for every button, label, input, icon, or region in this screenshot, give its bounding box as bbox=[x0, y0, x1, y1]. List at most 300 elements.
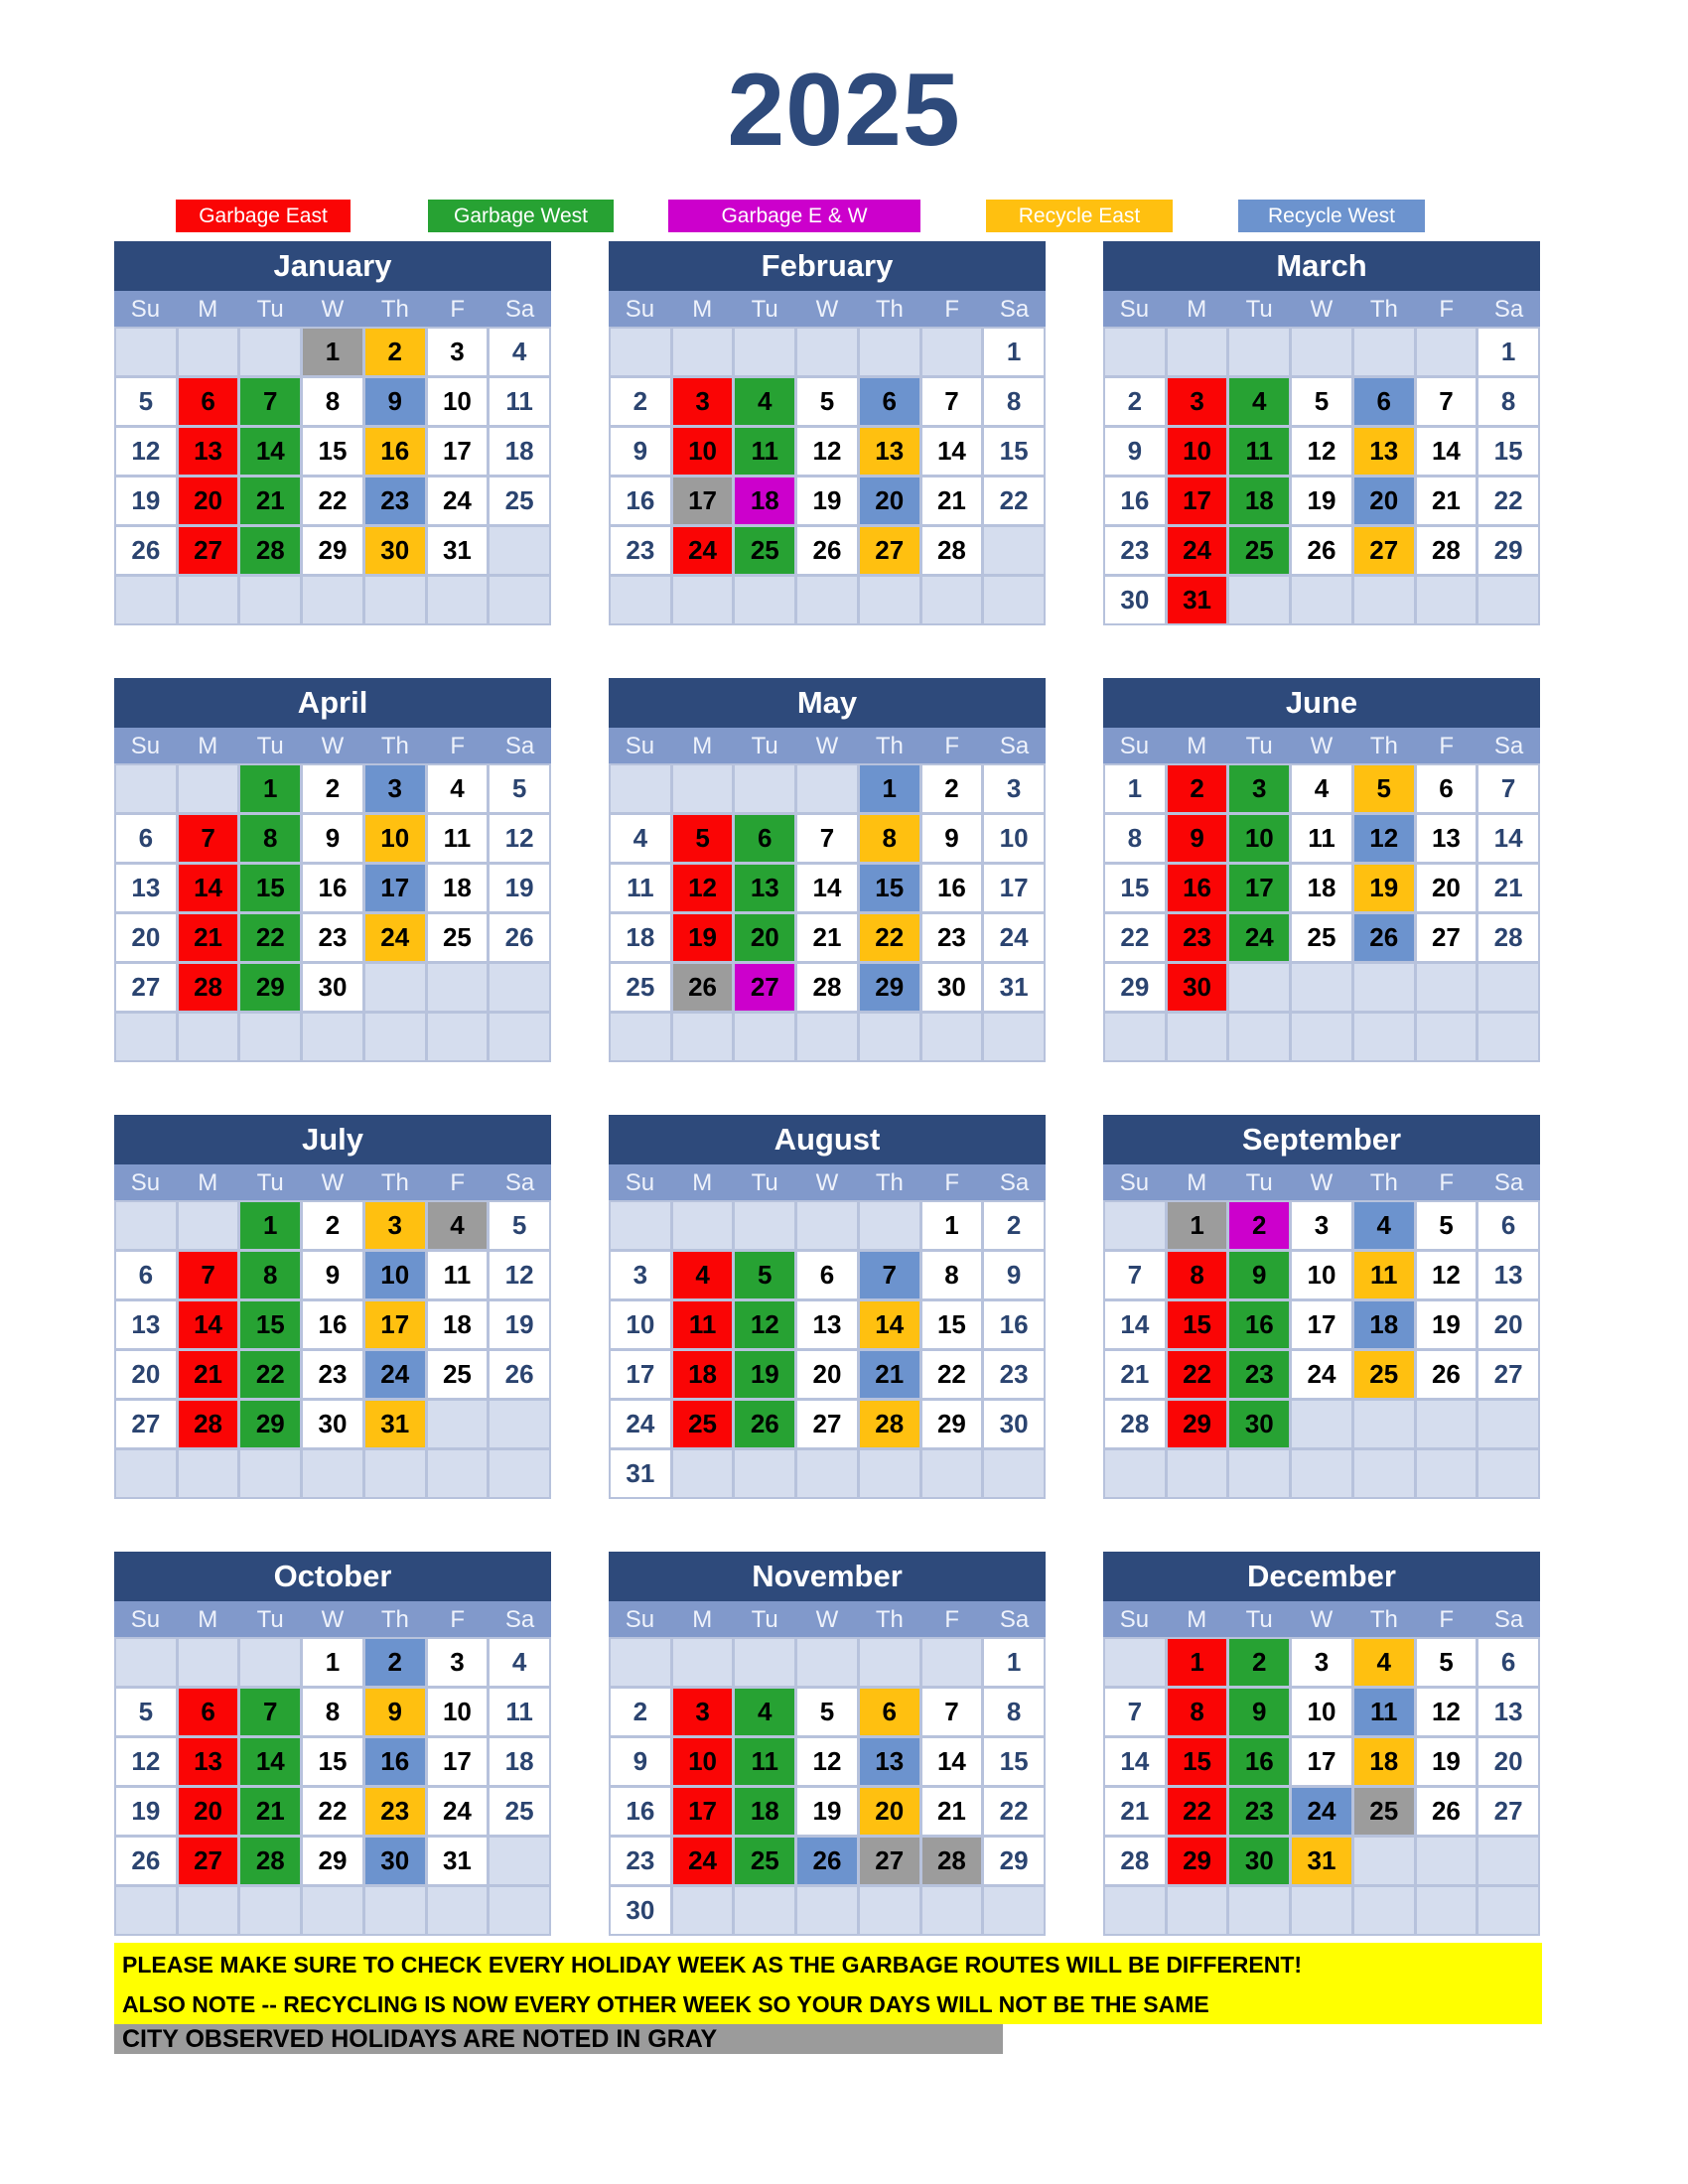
day-cell: 20 bbox=[179, 1788, 238, 1835]
day-cell: 4 bbox=[1292, 765, 1351, 812]
day-cell: 5 bbox=[1417, 1202, 1477, 1249]
day-cell: 26 bbox=[116, 1838, 176, 1884]
day-cell: 30 bbox=[303, 1401, 362, 1447]
day-cell: 24 bbox=[1292, 1788, 1351, 1835]
day-cell: 28 bbox=[179, 1401, 238, 1447]
day-cell: 14 bbox=[1105, 1301, 1165, 1348]
day-cell: 14 bbox=[240, 428, 300, 475]
day-cell-empty bbox=[303, 577, 362, 623]
day-cell: 5 bbox=[490, 1202, 549, 1249]
day-cell: 7 bbox=[1478, 765, 1538, 812]
day-cell-empty bbox=[984, 1887, 1044, 1934]
day-cell-empty bbox=[1229, 1887, 1289, 1934]
day-cell: 17 bbox=[673, 478, 733, 524]
day-cell-empty bbox=[1417, 329, 1477, 375]
day-cell: 13 bbox=[1354, 428, 1414, 475]
day-header-cell: Th bbox=[1369, 296, 1398, 323]
day-header-cell: F bbox=[1439, 733, 1455, 759]
day-cell-empty bbox=[1354, 1014, 1414, 1060]
day-cell: 19 bbox=[490, 1301, 549, 1348]
day-cell: 27 bbox=[116, 964, 176, 1011]
day-cell: 14 bbox=[860, 1301, 919, 1348]
day-cell-empty bbox=[490, 577, 549, 623]
day-cell: 23 bbox=[1105, 527, 1165, 574]
day-cell: 27 bbox=[1417, 914, 1477, 961]
day-cell: 13 bbox=[116, 1301, 176, 1348]
day-cell: 22 bbox=[860, 914, 919, 961]
day-header-cell: W bbox=[815, 733, 839, 759]
day-cell: 5 bbox=[116, 378, 176, 425]
day-cell: 22 bbox=[1168, 1788, 1227, 1835]
day-header-cell: Sa bbox=[999, 1169, 1030, 1196]
day-cell: 7 bbox=[240, 378, 300, 425]
month-august bbox=[609, 1115, 1046, 1499]
day-cell: 12 bbox=[673, 865, 733, 911]
day-cell: 29 bbox=[303, 1838, 362, 1884]
day-header-cell: Su bbox=[130, 1606, 161, 1633]
day-cell: 27 bbox=[1478, 1788, 1538, 1835]
day-cell: 19 bbox=[116, 1788, 176, 1835]
day-cell: 23 bbox=[611, 527, 670, 574]
day-header-cell: Su bbox=[1119, 733, 1150, 759]
day-cell: 11 bbox=[490, 1689, 549, 1735]
day-cell: 31 bbox=[1168, 577, 1227, 623]
day-cell: 6 bbox=[735, 815, 794, 862]
day-cell: 17 bbox=[984, 865, 1044, 911]
day-cell: 11 bbox=[735, 428, 794, 475]
day-cell: 16 bbox=[365, 428, 425, 475]
day-cell: 24 bbox=[984, 914, 1044, 961]
day-header-row bbox=[609, 728, 1046, 763]
day-cell: 29 bbox=[1105, 964, 1165, 1011]
day-cell-empty bbox=[1354, 1401, 1414, 1447]
day-cell: 7 bbox=[1105, 1689, 1165, 1735]
day-cell-empty bbox=[611, 329, 670, 375]
day-cell: 11 bbox=[1229, 428, 1289, 475]
day-cell-empty bbox=[116, 1639, 176, 1686]
day-header-cell: W bbox=[321, 296, 345, 323]
day-header-cell: Su bbox=[625, 1169, 655, 1196]
day-cell: 17 bbox=[673, 1788, 733, 1835]
day-cell-empty bbox=[673, 765, 733, 812]
day-cell-empty bbox=[1417, 577, 1477, 623]
day-cell: 10 bbox=[611, 1301, 670, 1348]
day-cell: 25 bbox=[611, 964, 670, 1011]
day-header-cell: Th bbox=[380, 733, 409, 759]
page-title: 2025 bbox=[727, 53, 961, 168]
day-cell-empty bbox=[116, 1014, 176, 1060]
day-cell: 20 bbox=[1417, 865, 1477, 911]
day-header-cell: Tu bbox=[256, 1169, 284, 1196]
day-cell: 24 bbox=[1229, 914, 1289, 961]
day-cell: 26 bbox=[673, 964, 733, 1011]
day-cell: 16 bbox=[611, 1788, 670, 1835]
month-grid bbox=[1103, 1200, 1540, 1499]
day-header-cell: Tu bbox=[751, 296, 778, 323]
day-cell: 19 bbox=[1417, 1738, 1477, 1785]
legend-item-recycle-west: Recycle West bbox=[1238, 200, 1425, 232]
day-cell: 14 bbox=[179, 1301, 238, 1348]
day-cell: 7 bbox=[922, 378, 982, 425]
day-header-row bbox=[114, 1601, 551, 1637]
day-cell: 6 bbox=[860, 1689, 919, 1735]
day-cell-empty bbox=[1292, 329, 1351, 375]
day-cell-empty bbox=[490, 1450, 549, 1497]
day-cell: 13 bbox=[797, 1301, 857, 1348]
day-cell: 8 bbox=[984, 378, 1044, 425]
day-cell-empty bbox=[1417, 1450, 1477, 1497]
day-cell: 15 bbox=[984, 1738, 1044, 1785]
day-cell: 27 bbox=[860, 527, 919, 574]
day-cell: 4 bbox=[611, 815, 670, 862]
day-header-cell: F bbox=[450, 733, 466, 759]
day-cell: 17 bbox=[1292, 1738, 1351, 1785]
day-cell: 23 bbox=[1168, 914, 1227, 961]
day-cell-empty bbox=[984, 1450, 1044, 1497]
day-cell-empty bbox=[1292, 1014, 1351, 1060]
day-header-cell: M bbox=[198, 733, 218, 759]
day-cell-empty bbox=[116, 1887, 176, 1934]
day-header-cell: W bbox=[815, 1169, 839, 1196]
day-cell: 8 bbox=[1105, 815, 1165, 862]
day-header-cell: W bbox=[1310, 296, 1334, 323]
day-cell: 30 bbox=[1229, 1838, 1289, 1884]
month-october bbox=[114, 1552, 551, 1936]
day-cell: 5 bbox=[735, 1252, 794, 1298]
month-grid bbox=[114, 1637, 551, 1936]
day-cell: 14 bbox=[922, 428, 982, 475]
day-cell-empty bbox=[735, 1639, 794, 1686]
day-cell: 1 bbox=[1168, 1639, 1227, 1686]
day-cell-empty bbox=[1354, 1450, 1414, 1497]
day-cell: 21 bbox=[797, 914, 857, 961]
day-cell-empty bbox=[179, 577, 238, 623]
day-header-cell: F bbox=[450, 296, 466, 323]
day-cell: 9 bbox=[1168, 815, 1227, 862]
month-title: October bbox=[114, 1552, 551, 1601]
day-cell-empty bbox=[673, 1639, 733, 1686]
day-header-cell: W bbox=[1310, 1606, 1334, 1633]
day-cell: 17 bbox=[1168, 478, 1227, 524]
day-cell-empty bbox=[797, 765, 857, 812]
day-cell: 23 bbox=[303, 1351, 362, 1398]
day-cell: 29 bbox=[240, 1401, 300, 1447]
day-cell: 1 bbox=[922, 1202, 982, 1249]
day-cell: 11 bbox=[735, 1738, 794, 1785]
day-cell-empty bbox=[490, 1838, 549, 1884]
day-cell: 2 bbox=[365, 329, 425, 375]
day-header-cell: Sa bbox=[1493, 733, 1524, 759]
day-header-cell: Su bbox=[130, 733, 161, 759]
day-cell-empty bbox=[490, 1401, 549, 1447]
day-cell-empty bbox=[1168, 1887, 1227, 1934]
day-cell: 26 bbox=[797, 527, 857, 574]
day-cell: 6 bbox=[116, 815, 176, 862]
day-header-cell: Su bbox=[130, 1169, 161, 1196]
day-cell: 19 bbox=[1354, 865, 1414, 911]
day-cell: 4 bbox=[673, 1252, 733, 1298]
day-cell-empty bbox=[490, 527, 549, 574]
day-cell: 8 bbox=[1168, 1689, 1227, 1735]
day-cell: 22 bbox=[240, 914, 300, 961]
day-cell: 25 bbox=[490, 1788, 549, 1835]
day-cell: 11 bbox=[611, 865, 670, 911]
day-cell: 24 bbox=[428, 1788, 488, 1835]
day-header-cell: Tu bbox=[751, 733, 778, 759]
day-header-row bbox=[1103, 291, 1540, 327]
day-cell: 8 bbox=[922, 1252, 982, 1298]
day-cell: 18 bbox=[611, 914, 670, 961]
day-cell: 26 bbox=[797, 1838, 857, 1884]
day-header-cell: M bbox=[198, 1169, 218, 1196]
day-header-cell: Tu bbox=[256, 296, 284, 323]
month-title: September bbox=[1103, 1115, 1540, 1164]
day-cell: 5 bbox=[797, 1689, 857, 1735]
day-cell: 3 bbox=[1229, 765, 1289, 812]
day-cell: 27 bbox=[1354, 527, 1414, 574]
day-cell: 20 bbox=[735, 914, 794, 961]
day-cell: 7 bbox=[860, 1252, 919, 1298]
day-cell-empty bbox=[673, 577, 733, 623]
day-cell: 30 bbox=[365, 1838, 425, 1884]
day-cell: 29 bbox=[240, 964, 300, 1011]
day-cell: 3 bbox=[673, 378, 733, 425]
month-title: April bbox=[114, 678, 551, 728]
day-cell: 20 bbox=[797, 1351, 857, 1398]
day-cell-empty bbox=[797, 1202, 857, 1249]
day-cell: 13 bbox=[1478, 1689, 1538, 1735]
day-cell: 4 bbox=[1229, 378, 1289, 425]
day-cell-empty bbox=[1478, 1887, 1538, 1934]
day-header-cell: Th bbox=[380, 296, 409, 323]
legend-item-recycle-east: Recycle East bbox=[986, 200, 1173, 232]
day-header-row bbox=[609, 1164, 1046, 1200]
day-cell: 29 bbox=[1168, 1401, 1227, 1447]
day-cell: 7 bbox=[179, 815, 238, 862]
day-cell: 9 bbox=[1105, 428, 1165, 475]
day-header-cell: Th bbox=[1369, 1169, 1398, 1196]
day-cell: 1 bbox=[860, 765, 919, 812]
day-cell-empty bbox=[303, 1450, 362, 1497]
day-cell: 31 bbox=[365, 1401, 425, 1447]
day-cell: 18 bbox=[735, 1788, 794, 1835]
day-header-cell: Sa bbox=[504, 733, 535, 759]
day-cell: 9 bbox=[365, 378, 425, 425]
day-header-row bbox=[114, 728, 551, 763]
day-cell: 24 bbox=[1292, 1351, 1351, 1398]
day-cell: 15 bbox=[1168, 1301, 1227, 1348]
day-cell: 28 bbox=[179, 964, 238, 1011]
month-title: March bbox=[1103, 241, 1540, 291]
day-cell: 4 bbox=[1354, 1639, 1414, 1686]
day-cell: 21 bbox=[240, 478, 300, 524]
day-cell-empty bbox=[240, 1639, 300, 1686]
day-cell: 11 bbox=[428, 815, 488, 862]
day-cell: 18 bbox=[428, 865, 488, 911]
day-cell-empty bbox=[1478, 1014, 1538, 1060]
month-title: January bbox=[114, 241, 551, 291]
day-cell-empty bbox=[984, 577, 1044, 623]
day-header-cell: M bbox=[1187, 296, 1207, 323]
day-cell: 4 bbox=[490, 329, 549, 375]
month-march bbox=[1103, 241, 1540, 625]
month-grid bbox=[609, 327, 1046, 625]
day-cell: 9 bbox=[984, 1252, 1044, 1298]
day-cell-empty bbox=[1229, 1014, 1289, 1060]
day-header-cell: Sa bbox=[1493, 1169, 1524, 1196]
day-cell-empty bbox=[1105, 1639, 1165, 1686]
day-cell: 13 bbox=[179, 428, 238, 475]
day-cell: 15 bbox=[984, 428, 1044, 475]
day-cell-empty bbox=[797, 1014, 857, 1060]
day-cell: 13 bbox=[735, 865, 794, 911]
month-grid bbox=[114, 327, 551, 625]
day-cell-empty bbox=[860, 1014, 919, 1060]
day-cell-empty bbox=[240, 577, 300, 623]
day-header-cell: Th bbox=[875, 1606, 904, 1633]
month-november bbox=[609, 1552, 1046, 1936]
day-cell-empty bbox=[611, 577, 670, 623]
day-cell: 31 bbox=[984, 964, 1044, 1011]
day-cell: 30 bbox=[1168, 964, 1227, 1011]
day-cell: 6 bbox=[1417, 765, 1477, 812]
day-cell: 11 bbox=[490, 378, 549, 425]
day-cell-empty bbox=[1354, 1887, 1414, 1934]
day-cell: 27 bbox=[860, 1838, 919, 1884]
day-header-cell: M bbox=[1187, 1606, 1207, 1633]
day-cell: 16 bbox=[1168, 865, 1227, 911]
day-cell: 5 bbox=[1354, 765, 1414, 812]
day-cell: 11 bbox=[673, 1301, 733, 1348]
day-cell-empty bbox=[428, 1887, 488, 1934]
day-cell: 10 bbox=[984, 815, 1044, 862]
day-cell-empty bbox=[735, 1014, 794, 1060]
legend-item-garbage-e-w: Garbage E & W bbox=[668, 200, 920, 232]
day-cell-empty bbox=[611, 1014, 670, 1060]
day-cell-empty bbox=[1417, 1887, 1477, 1934]
day-cell: 21 bbox=[179, 1351, 238, 1398]
day-cell: 14 bbox=[1478, 815, 1538, 862]
day-cell-empty bbox=[490, 1887, 549, 1934]
day-header-cell: Sa bbox=[504, 1606, 535, 1633]
day-cell-empty bbox=[116, 765, 176, 812]
day-cell-empty bbox=[116, 329, 176, 375]
day-cell-empty bbox=[922, 1450, 982, 1497]
day-cell-empty bbox=[1478, 577, 1538, 623]
day-header-cell: M bbox=[692, 1606, 713, 1633]
day-cell: 8 bbox=[303, 1689, 362, 1735]
day-cell: 12 bbox=[797, 428, 857, 475]
day-cell: 17 bbox=[365, 1301, 425, 1348]
day-cell: 13 bbox=[860, 1738, 919, 1785]
day-cell: 28 bbox=[240, 1838, 300, 1884]
day-header-row bbox=[1103, 1164, 1540, 1200]
day-cell: 24 bbox=[611, 1401, 670, 1447]
day-cell-empty bbox=[1292, 1887, 1351, 1934]
day-cell-empty bbox=[240, 1014, 300, 1060]
day-cell: 19 bbox=[673, 914, 733, 961]
day-header-cell: F bbox=[1439, 1169, 1455, 1196]
day-cell: 21 bbox=[860, 1351, 919, 1398]
day-cell: 19 bbox=[797, 478, 857, 524]
day-header-cell: Su bbox=[1119, 296, 1150, 323]
day-header-cell: W bbox=[1310, 733, 1334, 759]
day-header-cell: F bbox=[944, 1169, 960, 1196]
day-cell: 23 bbox=[365, 478, 425, 524]
day-cell: 14 bbox=[922, 1738, 982, 1785]
day-cell: 26 bbox=[1417, 1351, 1477, 1398]
day-cell: 17 bbox=[428, 1738, 488, 1785]
day-header-cell: W bbox=[815, 296, 839, 323]
day-cell: 26 bbox=[1354, 914, 1414, 961]
day-cell: 25 bbox=[1229, 527, 1289, 574]
day-cell: 11 bbox=[1354, 1252, 1414, 1298]
day-cell: 4 bbox=[490, 1639, 549, 1686]
day-header-cell: F bbox=[450, 1169, 466, 1196]
day-cell: 22 bbox=[922, 1351, 982, 1398]
day-cell-empty bbox=[1354, 964, 1414, 1011]
day-cell-empty bbox=[179, 329, 238, 375]
day-cell: 14 bbox=[179, 865, 238, 911]
month-june bbox=[1103, 678, 1540, 1062]
day-cell: 6 bbox=[797, 1252, 857, 1298]
day-cell: 9 bbox=[922, 815, 982, 862]
day-header-cell: Th bbox=[875, 296, 904, 323]
month-title: June bbox=[1103, 678, 1540, 728]
day-cell: 29 bbox=[303, 527, 362, 574]
day-cell-empty bbox=[1292, 1450, 1351, 1497]
day-cell: 30 bbox=[922, 964, 982, 1011]
day-header-cell: Tu bbox=[1245, 1606, 1273, 1633]
day-cell: 15 bbox=[1168, 1738, 1227, 1785]
day-header-cell: Th bbox=[875, 733, 904, 759]
day-cell-empty bbox=[1229, 329, 1289, 375]
day-cell: 19 bbox=[735, 1351, 794, 1398]
day-cell: 6 bbox=[179, 1689, 238, 1735]
day-cell: 3 bbox=[1292, 1202, 1351, 1249]
day-cell: 16 bbox=[303, 865, 362, 911]
day-cell-empty bbox=[428, 1401, 488, 1447]
day-cell: 12 bbox=[490, 1252, 549, 1298]
day-cell: 28 bbox=[1105, 1401, 1165, 1447]
day-cell: 4 bbox=[1354, 1202, 1414, 1249]
day-cell: 17 bbox=[1229, 865, 1289, 911]
day-cell: 21 bbox=[1105, 1351, 1165, 1398]
day-cell: 4 bbox=[735, 378, 794, 425]
day-cell-empty bbox=[1354, 329, 1414, 375]
day-cell: 10 bbox=[673, 1738, 733, 1785]
month-grid bbox=[1103, 763, 1540, 1062]
day-cell: 8 bbox=[240, 815, 300, 862]
day-cell: 25 bbox=[735, 1838, 794, 1884]
day-cell-empty bbox=[673, 1887, 733, 1934]
day-cell: 10 bbox=[1168, 428, 1227, 475]
day-cell: 22 bbox=[984, 1788, 1044, 1835]
day-header-cell: Th bbox=[380, 1606, 409, 1633]
day-header-row bbox=[1103, 1601, 1540, 1637]
day-cell: 29 bbox=[860, 964, 919, 1011]
day-cell: 19 bbox=[1292, 478, 1351, 524]
day-cell: 7 bbox=[179, 1252, 238, 1298]
day-cell: 18 bbox=[490, 428, 549, 475]
day-header-cell: W bbox=[1310, 1169, 1334, 1196]
day-cell: 22 bbox=[1478, 478, 1538, 524]
month-september bbox=[1103, 1115, 1540, 1499]
month-july bbox=[114, 1115, 551, 1499]
day-cell: 10 bbox=[1292, 1689, 1351, 1735]
day-cell: 3 bbox=[984, 765, 1044, 812]
day-cell: 26 bbox=[1417, 1788, 1477, 1835]
